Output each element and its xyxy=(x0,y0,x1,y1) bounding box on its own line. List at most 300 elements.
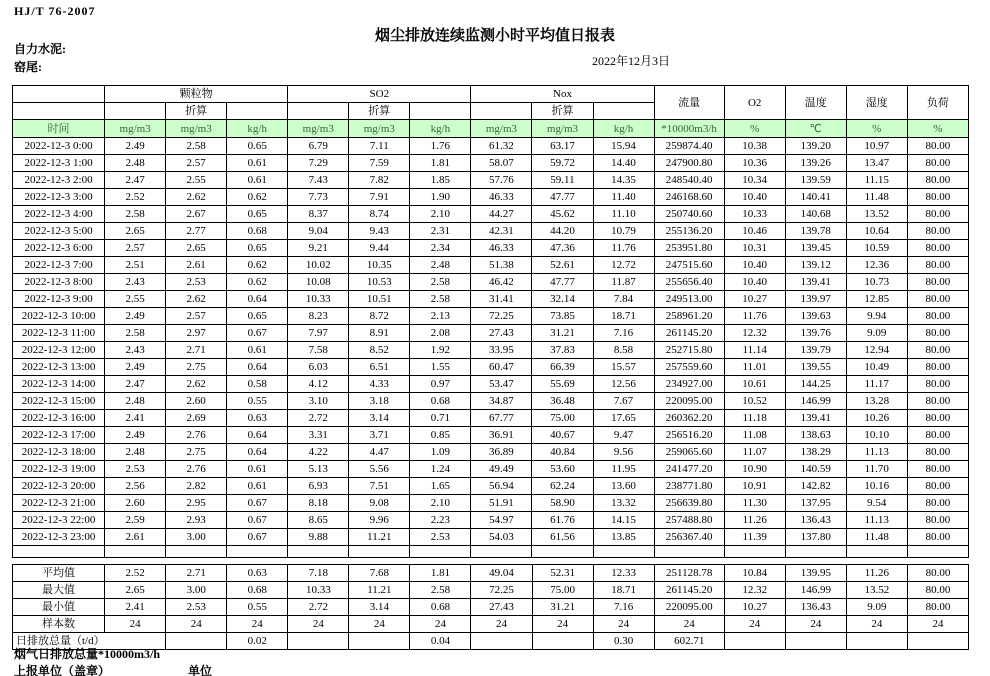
time-cell: 2022-12-3 21:00 xyxy=(13,495,105,512)
value-cell: 80.00 xyxy=(907,427,968,444)
value-cell: 2.57 xyxy=(166,155,227,172)
unit-cell: *10000m3/h xyxy=(654,120,724,138)
value-cell: 2.49 xyxy=(105,427,166,444)
value-cell: 80.00 xyxy=(907,376,968,393)
summary-cell: 24 xyxy=(105,616,166,633)
unit-cell: mg/m3 xyxy=(471,120,532,138)
value-cell: 2.55 xyxy=(105,291,166,308)
value-cell: 80.00 xyxy=(907,274,968,291)
summary-cell: 2.65 xyxy=(105,582,166,599)
summary-cell: 0.68 xyxy=(227,582,288,599)
spacer-cell xyxy=(13,546,105,558)
value-cell: 8.52 xyxy=(349,342,410,359)
table-row xyxy=(13,138,969,155)
value-cell: 53.60 xyxy=(532,461,593,478)
value-cell: 2.97 xyxy=(166,325,227,342)
value-cell: 7.43 xyxy=(288,172,349,189)
summary-cell: 18.71 xyxy=(593,582,654,599)
value-cell: 2.62 xyxy=(166,291,227,308)
value-cell: 142.82 xyxy=(785,478,846,495)
value-cell: 0.62 xyxy=(227,274,288,291)
value-cell: 234927.00 xyxy=(654,376,724,393)
value-cell: 10.53 xyxy=(349,274,410,291)
value-cell: 13.85 xyxy=(593,529,654,546)
value-cell: 1.92 xyxy=(410,342,471,359)
value-cell: 55.69 xyxy=(532,376,593,393)
value-cell: 2.08 xyxy=(410,325,471,342)
value-cell: 37.83 xyxy=(532,342,593,359)
value-cell: 2.77 xyxy=(166,223,227,240)
company-name: 自力水泥: xyxy=(14,42,66,56)
value-cell: 10.26 xyxy=(846,410,907,427)
value-cell: 258961.20 xyxy=(654,308,724,325)
value-cell: 2.75 xyxy=(166,359,227,376)
spacer-cell xyxy=(105,546,166,558)
value-cell: 2.10 xyxy=(410,206,471,223)
time-cell: 2022-12-3 12:00 xyxy=(13,342,105,359)
value-cell: 2.34 xyxy=(410,240,471,257)
summary-cell: 2.71 xyxy=(166,565,227,582)
time-cell: 2022-12-3 0:00 xyxy=(13,138,105,155)
value-cell: 140.68 xyxy=(785,206,846,223)
value-cell: 80.00 xyxy=(907,461,968,478)
value-cell: 10.08 xyxy=(288,274,349,291)
value-cell: 9.43 xyxy=(349,223,410,240)
value-cell: 0.71 xyxy=(410,410,471,427)
summary-cell: 2.58 xyxy=(410,582,471,599)
value-cell: 46.33 xyxy=(471,240,532,257)
value-cell: 15.94 xyxy=(593,138,654,155)
daily-total-cell: 0.02 xyxy=(227,633,288,650)
value-cell: 58.90 xyxy=(532,495,593,512)
kiln-section-label: 窑尾: xyxy=(14,60,42,74)
value-cell: 10.91 xyxy=(724,478,785,495)
value-cell: 9.47 xyxy=(593,427,654,444)
empty-cell xyxy=(410,103,471,120)
value-cell: 11.48 xyxy=(846,529,907,546)
value-cell: 27.43 xyxy=(471,325,532,342)
value-cell: 80.00 xyxy=(907,257,968,274)
daily-total-cell: 0.30 xyxy=(593,633,654,650)
unit-cell: mg/m3 xyxy=(105,120,166,138)
reporting-unit-label: 上报单位（盖章） xyxy=(14,664,111,676)
table-row xyxy=(13,325,969,342)
summary-cell: 251128.78 xyxy=(654,565,724,582)
value-cell: 139.20 xyxy=(785,138,846,155)
value-cell: 259065.60 xyxy=(654,444,724,461)
summary-cell: 7.16 xyxy=(593,599,654,616)
value-cell: 2.56 xyxy=(105,478,166,495)
value-cell: 49.49 xyxy=(471,461,532,478)
value-cell: 7.11 xyxy=(349,138,410,155)
value-cell: 80.00 xyxy=(907,342,968,359)
value-cell: 2.67 xyxy=(166,206,227,223)
value-cell: 80.00 xyxy=(907,359,968,376)
spacer-cell xyxy=(410,546,471,558)
value-cell: 1.81 xyxy=(410,155,471,172)
value-cell: 8.23 xyxy=(288,308,349,325)
value-cell: 2.57 xyxy=(105,240,166,257)
summary-cell: 80.00 xyxy=(907,599,968,616)
value-cell: 256516.20 xyxy=(654,427,724,444)
value-cell: 6.03 xyxy=(288,359,349,376)
value-cell: 59.72 xyxy=(532,155,593,172)
summary-label: 平均值 xyxy=(13,565,105,582)
value-cell: 57.76 xyxy=(471,172,532,189)
value-cell: 51.91 xyxy=(471,495,532,512)
value-cell: 1.90 xyxy=(410,189,471,206)
value-cell: 31.41 xyxy=(471,291,532,308)
value-cell: 10.61 xyxy=(724,376,785,393)
value-cell: 1.09 xyxy=(410,444,471,461)
time-cell: 2022-12-3 10:00 xyxy=(13,308,105,325)
value-cell: 11.01 xyxy=(724,359,785,376)
table-row xyxy=(13,274,969,291)
table-row xyxy=(13,410,969,427)
value-cell: 0.65 xyxy=(227,138,288,155)
table-row xyxy=(13,223,969,240)
value-cell: 10.31 xyxy=(724,240,785,257)
value-cell: 139.41 xyxy=(785,274,846,291)
value-cell: 2.58 xyxy=(166,138,227,155)
summary-cell: 80.00 xyxy=(907,565,968,582)
summary-cell: 24 xyxy=(349,616,410,633)
value-cell: 1.65 xyxy=(410,478,471,495)
value-cell: 9.44 xyxy=(349,240,410,257)
summary-cell: 72.25 xyxy=(471,582,532,599)
spacer-cell xyxy=(907,546,968,558)
value-cell: 1.76 xyxy=(410,138,471,155)
summary-cell: 261145.20 xyxy=(654,582,724,599)
col-header-o2: O2 xyxy=(724,86,785,120)
value-cell: 2.53 xyxy=(105,461,166,478)
value-cell: 47.77 xyxy=(532,274,593,291)
table-row xyxy=(13,376,969,393)
spacer-cell xyxy=(724,546,785,558)
value-cell: 138.63 xyxy=(785,427,846,444)
col-group-so2: SO2 xyxy=(288,86,471,103)
summary-row xyxy=(13,599,969,616)
spacer-cell xyxy=(654,546,724,558)
value-cell: 45.62 xyxy=(532,206,593,223)
value-cell: 255656.40 xyxy=(654,274,724,291)
summary-cell: 24 xyxy=(410,616,471,633)
value-cell: 255136.20 xyxy=(654,223,724,240)
value-cell: 2.60 xyxy=(105,495,166,512)
value-cell: 253951.80 xyxy=(654,240,724,257)
value-cell: 238771.80 xyxy=(654,478,724,495)
empty-cell xyxy=(288,103,349,120)
value-cell: 10.02 xyxy=(288,257,349,274)
value-cell: 10.34 xyxy=(724,172,785,189)
table-row xyxy=(13,495,969,512)
daily-total-cell xyxy=(532,633,593,650)
value-cell: 3.00 xyxy=(166,529,227,546)
value-cell: 10.40 xyxy=(724,274,785,291)
value-cell: 51.38 xyxy=(471,257,532,274)
value-cell: 5.56 xyxy=(349,461,410,478)
value-cell: 139.97 xyxy=(785,291,846,308)
summary-table xyxy=(12,564,969,650)
value-cell: 2.13 xyxy=(410,308,471,325)
value-cell: 11.15 xyxy=(846,172,907,189)
value-cell: 0.61 xyxy=(227,461,288,478)
col-group-particulate: 颗粒物 xyxy=(105,86,288,103)
value-cell: 12.32 xyxy=(724,325,785,342)
value-cell: 80.00 xyxy=(907,325,968,342)
value-cell: 9.04 xyxy=(288,223,349,240)
value-cell: 46.42 xyxy=(471,274,532,291)
value-cell: 52.61 xyxy=(532,257,593,274)
value-cell: 10.64 xyxy=(846,223,907,240)
value-cell: 12.56 xyxy=(593,376,654,393)
daily-total-label: 日排放总量（t/d） xyxy=(13,633,166,650)
value-cell: 0.62 xyxy=(227,257,288,274)
value-cell: 7.73 xyxy=(288,189,349,206)
summary-cell: 2.53 xyxy=(166,599,227,616)
group-header-row xyxy=(13,86,969,103)
value-cell: 80.00 xyxy=(907,478,968,495)
value-cell: 40.84 xyxy=(532,444,593,461)
summary-rows xyxy=(13,565,969,650)
value-cell: 11.30 xyxy=(724,495,785,512)
value-cell: 11.40 xyxy=(593,189,654,206)
daily-total-cell xyxy=(349,633,410,650)
value-cell: 4.12 xyxy=(288,376,349,393)
value-cell: 11.08 xyxy=(724,427,785,444)
value-cell: 0.65 xyxy=(227,206,288,223)
value-cell: 60.47 xyxy=(471,359,532,376)
monitoring-table xyxy=(12,85,969,558)
value-cell: 139.63 xyxy=(785,308,846,325)
value-cell: 2.53 xyxy=(166,274,227,291)
value-cell: 53.47 xyxy=(471,376,532,393)
spacer-cell xyxy=(593,546,654,558)
spacer-cell xyxy=(166,546,227,558)
empty-cell xyxy=(227,103,288,120)
value-cell: 2.95 xyxy=(166,495,227,512)
value-cell: 6.51 xyxy=(349,359,410,376)
value-cell: 80.00 xyxy=(907,410,968,427)
value-cell: 7.91 xyxy=(349,189,410,206)
value-cell: 2.62 xyxy=(166,376,227,393)
col-header-temperature: 温度 xyxy=(785,86,846,120)
value-cell: 10.10 xyxy=(846,427,907,444)
summary-cell: 52.31 xyxy=(532,565,593,582)
value-cell: 80.00 xyxy=(907,495,968,512)
time-cell: 2022-12-3 4:00 xyxy=(13,206,105,223)
value-cell: 10.51 xyxy=(349,291,410,308)
value-cell: 44.20 xyxy=(532,223,593,240)
summary-cell: 7.18 xyxy=(288,565,349,582)
value-cell: 2.60 xyxy=(166,393,227,410)
value-cell: 2.76 xyxy=(166,461,227,478)
col-header-load: 负荷 xyxy=(907,86,968,120)
value-cell: 2.82 xyxy=(166,478,227,495)
value-cell: 10.46 xyxy=(724,223,785,240)
table-row xyxy=(13,206,969,223)
value-cell: 9.21 xyxy=(288,240,349,257)
value-cell: 0.68 xyxy=(227,223,288,240)
value-cell: 9.96 xyxy=(349,512,410,529)
summary-cell: 24 xyxy=(593,616,654,633)
table-row xyxy=(13,291,969,308)
summary-cell: 220095.00 xyxy=(654,599,724,616)
unit-cell: kg/h xyxy=(410,120,471,138)
value-cell: 8.74 xyxy=(349,206,410,223)
value-cell: 80.00 xyxy=(907,206,968,223)
value-cell: 11.76 xyxy=(724,308,785,325)
summary-cell: 13.52 xyxy=(846,582,907,599)
value-cell: 2.47 xyxy=(105,172,166,189)
value-cell: 2.58 xyxy=(105,325,166,342)
time-cell: 2022-12-3 7:00 xyxy=(13,257,105,274)
value-cell: 10.40 xyxy=(724,257,785,274)
value-cell: 11.17 xyxy=(846,376,907,393)
value-cell: 256367.40 xyxy=(654,529,724,546)
time-cell: 2022-12-3 1:00 xyxy=(13,155,105,172)
value-cell: 249513.00 xyxy=(654,291,724,308)
value-cell: 5.13 xyxy=(288,461,349,478)
summary-cell: 11.26 xyxy=(846,565,907,582)
report-date: 2022年12月3日 xyxy=(592,54,671,68)
value-cell: 9.56 xyxy=(593,444,654,461)
value-cell: 10.33 xyxy=(288,291,349,308)
summary-cell: 10.27 xyxy=(724,599,785,616)
value-cell: 0.62 xyxy=(227,189,288,206)
unit-cell: % xyxy=(907,120,968,138)
spacer-cell xyxy=(349,546,410,558)
summary-cell: 24 xyxy=(785,616,846,633)
value-cell: 2.49 xyxy=(105,308,166,325)
value-cell: 2.52 xyxy=(105,189,166,206)
summary-cell: 31.21 xyxy=(532,599,593,616)
value-cell: 12.94 xyxy=(846,342,907,359)
value-cell: 61.32 xyxy=(471,138,532,155)
value-cell: 257559.60 xyxy=(654,359,724,376)
value-cell: 10.79 xyxy=(593,223,654,240)
value-cell: 257488.80 xyxy=(654,512,724,529)
table-area xyxy=(12,85,972,650)
value-cell: 2.69 xyxy=(166,410,227,427)
value-cell: 144.25 xyxy=(785,376,846,393)
value-cell: 2.71 xyxy=(166,342,227,359)
value-cell: 0.61 xyxy=(227,172,288,189)
daily-total-cell: 0.04 xyxy=(410,633,471,650)
table-row xyxy=(13,461,969,478)
value-cell: 9.94 xyxy=(846,308,907,325)
spacer-cell xyxy=(227,546,288,558)
value-cell: 12.36 xyxy=(846,257,907,274)
time-cell: 2022-12-3 19:00 xyxy=(13,461,105,478)
value-cell: 0.64 xyxy=(227,427,288,444)
value-cell: 2.48 xyxy=(410,257,471,274)
summary-cell: 24 xyxy=(166,616,227,633)
summary-cell: 27.43 xyxy=(471,599,532,616)
value-cell: 261145.20 xyxy=(654,325,724,342)
value-cell: 4.33 xyxy=(349,376,410,393)
summary-cell: 0.63 xyxy=(227,565,288,582)
table-row xyxy=(13,512,969,529)
table-row xyxy=(13,444,969,461)
unit-cell: % xyxy=(846,120,907,138)
value-cell: 14.40 xyxy=(593,155,654,172)
summary-cell: 146.99 xyxy=(785,582,846,599)
value-cell: 7.97 xyxy=(288,325,349,342)
value-cell: 11.14 xyxy=(724,342,785,359)
time-cell: 2022-12-3 17:00 xyxy=(13,427,105,444)
value-cell: 2.59 xyxy=(105,512,166,529)
value-cell: 11.10 xyxy=(593,206,654,223)
empty-cell xyxy=(105,103,166,120)
value-cell: 2.93 xyxy=(166,512,227,529)
value-cell: 0.58 xyxy=(227,376,288,393)
value-cell: 80.00 xyxy=(907,393,968,410)
value-cell: 66.39 xyxy=(532,359,593,376)
value-cell: 2.49 xyxy=(105,359,166,376)
summary-cell: 10.33 xyxy=(288,582,349,599)
value-cell: 13.28 xyxy=(846,393,907,410)
summary-cell: 80.00 xyxy=(907,582,968,599)
table-row xyxy=(13,155,969,172)
value-cell: 7.82 xyxy=(349,172,410,189)
summary-cell: 1.81 xyxy=(410,565,471,582)
daily-total-cell xyxy=(724,633,785,650)
value-cell: 2.48 xyxy=(105,393,166,410)
summary-cell: 24 xyxy=(471,616,532,633)
value-cell: 2.65 xyxy=(105,223,166,240)
value-cell: 139.79 xyxy=(785,342,846,359)
value-cell: 137.95 xyxy=(785,495,846,512)
unit-cell: mg/m3 xyxy=(166,120,227,138)
value-cell: 2.48 xyxy=(105,155,166,172)
time-cell: 2022-12-3 14:00 xyxy=(13,376,105,393)
value-cell: 10.73 xyxy=(846,274,907,291)
value-cell: 9.09 xyxy=(846,325,907,342)
summary-cell: 0.68 xyxy=(410,599,471,616)
value-cell: 139.12 xyxy=(785,257,846,274)
value-cell: 80.00 xyxy=(907,529,968,546)
value-cell: 2.61 xyxy=(166,257,227,274)
time-cell: 2022-12-3 18:00 xyxy=(13,444,105,461)
value-cell: 0.67 xyxy=(227,495,288,512)
daily-total-cell xyxy=(288,633,349,650)
value-cell: 7.67 xyxy=(593,393,654,410)
value-cell: 6.93 xyxy=(288,478,349,495)
value-cell: 1.85 xyxy=(410,172,471,189)
daily-total-cell: 602.71 xyxy=(654,633,724,650)
spacer-cell xyxy=(846,546,907,558)
value-cell: 2.58 xyxy=(410,274,471,291)
table-row xyxy=(13,529,969,546)
summary-cell: 24 xyxy=(907,616,968,633)
spacer-cell xyxy=(471,546,532,558)
value-cell: 2.62 xyxy=(166,189,227,206)
summary-cell: 24 xyxy=(532,616,593,633)
value-cell: 0.97 xyxy=(410,376,471,393)
table-row xyxy=(13,189,969,206)
value-cell: 9.54 xyxy=(846,495,907,512)
value-cell: 59.11 xyxy=(532,172,593,189)
value-cell: 2.58 xyxy=(105,206,166,223)
value-cell: 139.76 xyxy=(785,325,846,342)
time-cell: 2022-12-3 6:00 xyxy=(13,240,105,257)
value-cell: 1.24 xyxy=(410,461,471,478)
value-cell: 2.55 xyxy=(166,172,227,189)
value-cell: 40.67 xyxy=(532,427,593,444)
unit-cell: kg/h xyxy=(593,120,654,138)
value-cell: 36.89 xyxy=(471,444,532,461)
